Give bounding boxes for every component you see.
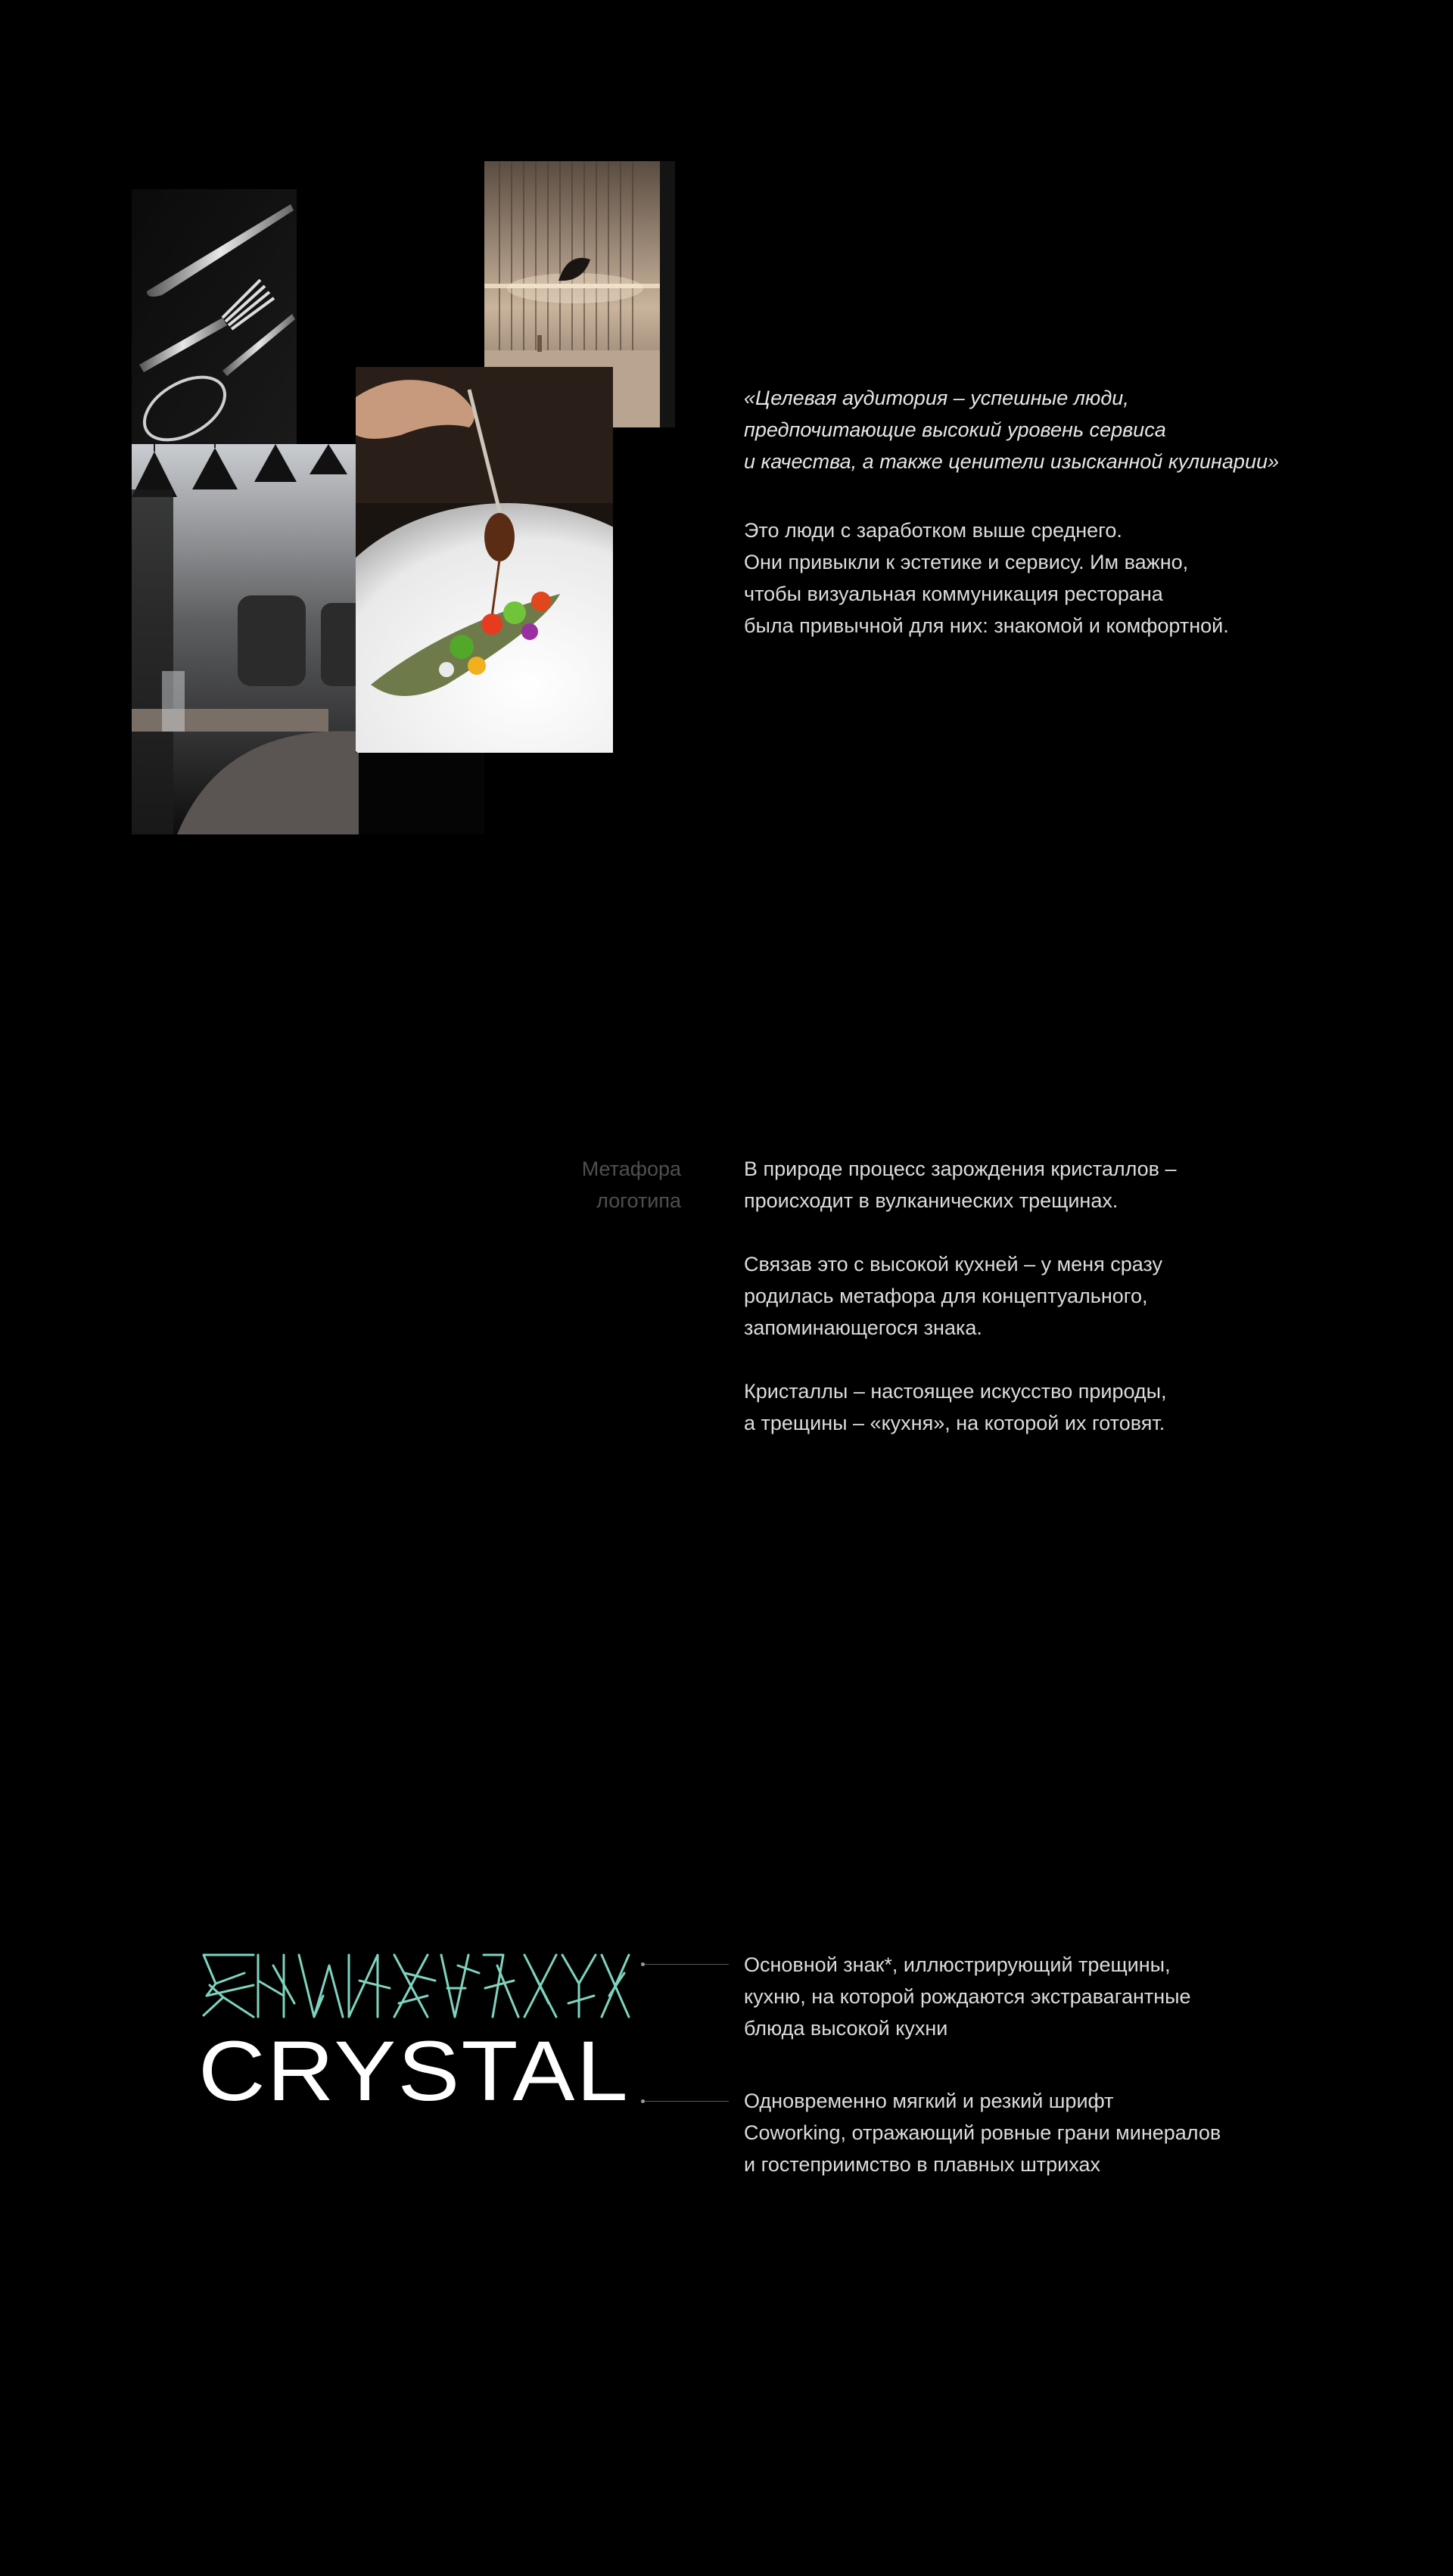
quote-line: и качества, а также ценители изысканной кулинарии» <box>744 450 1279 473</box>
wordmark-svg <box>198 2028 637 2111</box>
paragraph-line: а трещины – «кухня», на которой их готовят. <box>744 1412 1165 1434</box>
metaphor-label-line: Метафора <box>581 1157 681 1180</box>
cutlery-photo <box>132 189 297 450</box>
plated-dish-photo <box>356 367 613 753</box>
audience-description <box>744 514 1349 642</box>
paragraph-line: В природе процесс зарождения кристаллов – <box>744 1157 1177 1180</box>
description-line: Это люди с заработком выше среднего. <box>744 519 1122 542</box>
sign-description-line: кухню, на которой рождаются экстравагантные <box>744 1985 1191 2008</box>
font-description-line: Одновременно мягкий и резкий шрифт <box>744 2090 1114 2112</box>
sign-description <box>744 1949 1349 2044</box>
paragraph-line: запоминающегося знака. <box>744 1316 982 1339</box>
paragraph-line: родилась метафора для концептуального, <box>744 1285 1148 1307</box>
font-leader-line <box>643 2101 729 2102</box>
wordmark-text: CRYSTAL <box>198 2028 630 2111</box>
sign-leader-line <box>643 1964 729 1965</box>
metaphor-label-line: логотипа <box>596 1189 681 1212</box>
crack-sign-icon <box>201 1950 633 2020</box>
cutlery-icon <box>132 189 297 450</box>
metaphor-label <box>484 1153 681 1217</box>
metaphor-paragraph-2 <box>744 1248 1349 1344</box>
quote-line: «Целевая аудитория – успешные люди, <box>744 387 1129 409</box>
photo-collage <box>132 161 675 834</box>
description-line: Они привыкли к эстетике и сервису. Им важно, <box>744 551 1189 573</box>
dish-icon <box>356 367 613 753</box>
quote-line: предпочитающие высокий уровень сервиса <box>744 418 1166 441</box>
sign-description-line: Основной знак*, иллюстрирующий трещины, <box>744 1953 1171 1976</box>
sign-leader-dot <box>641 1962 645 1966</box>
paragraph-line: Кристаллы – настоящее искусство природы, <box>744 1380 1167 1403</box>
description-line: чтобы визуальная коммуникация ресторана <box>744 583 1163 605</box>
font-description-line: Coworking, отражающий ровные грани минералов <box>744 2121 1221 2144</box>
paragraph-line: происходит в вулканических трещинах. <box>744 1189 1119 1212</box>
font-leader-dot <box>641 2099 645 2103</box>
audience-quote <box>744 382 1349 477</box>
crystal-crack-sign <box>201 1950 633 2020</box>
description-line: была привычной для них: знакомой и комфортной. <box>744 614 1229 637</box>
metaphor-paragraph-1 <box>744 1153 1349 1217</box>
crystal-wordmark <box>198 2028 637 2111</box>
metaphor-paragraph-3 <box>744 1375 1349 1439</box>
font-description <box>744 2085 1349 2180</box>
sign-description-line: блюда высокой кухни <box>744 2017 948 2040</box>
font-description-line: и гостеприимство в плавных штрихах <box>744 2153 1100 2176</box>
paragraph-line: Связав это с высокой кухней – у меня сразу <box>744 1253 1163 1276</box>
